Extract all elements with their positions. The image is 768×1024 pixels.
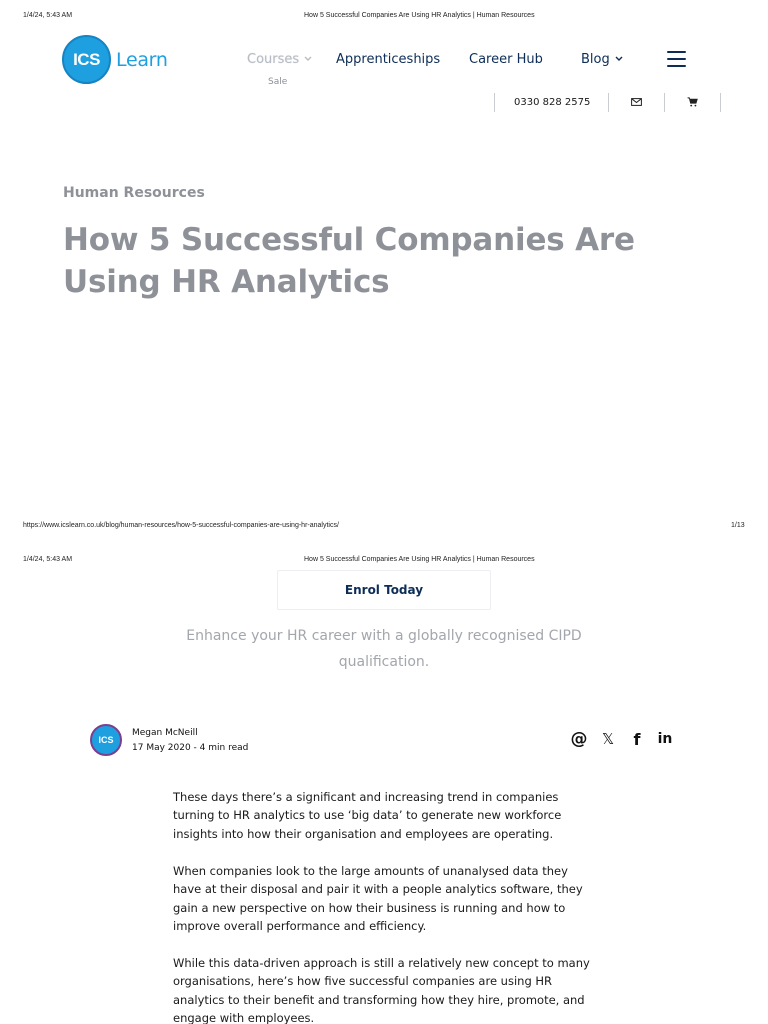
print-timestamp: 1/4/24, 5:43 AM [23,12,73,19]
logo-wordmark: Learn [116,48,168,71]
chevron-down-icon [304,55,312,65]
mail-icon[interactable] [609,98,664,106]
enrol-today-button[interactable]: Enrol Today [277,570,491,610]
ics-learn-logo[interactable] [62,35,168,84]
divider [720,93,721,112]
x-share-icon[interactable]: 𝕏 [601,730,615,748]
linkedin-share-icon[interactable]: in [657,731,673,747]
print-timestamp: 1/4/24, 5:43 AM [23,556,73,563]
nav-sale-label[interactable]: Sale [268,77,288,87]
author-name[interactable]: Megan McNeill [132,728,198,738]
cart-icon[interactable] [665,97,720,107]
avatar-text: ICS [98,735,114,745]
print-title: How 5 Successful Companies Are Using HR Analytics | Human Resources [304,556,535,563]
promo-text: Enhance your HR career with a globally recognised CIPD qualification. [186,628,582,670]
nav-courses-label: Courses [247,52,300,67]
nav-courses[interactable] [247,52,312,67]
facebook-share-icon[interactable]: f [633,729,641,749]
email-share-icon[interactable]: @ [570,729,588,749]
utility-bar [494,92,721,112]
print-title: How 5 Successful Companies Are Using HR Analytics | Human Resources [304,12,535,19]
menu-icon[interactable] [667,51,686,67]
article-paragraph: When companies look to the large amounts of unanalysed data they have at their disposal and pair it with a people analytics software, they gain a new perspective on how their business is running and how to improve overall performance and efficiency. [173,864,583,933]
publish-meta: 17 May 2020 - 4 min read [132,743,249,753]
chevron-down-icon [615,55,623,65]
article-category[interactable]: Human Resources [63,185,205,201]
nav-apprenticeships[interactable]: Apprenticeships [336,52,441,67]
nav-blog-label: Blog [581,52,610,67]
nav-career-hub[interactable]: Career Hub [469,52,543,67]
phone-number-link[interactable]: 0330 828 2575 [514,96,591,108]
logo-badge: ICS [62,35,111,84]
page-title: How 5 Successful Companies Are Using HR Analytics [63,222,635,300]
article-paragraph: These days there’s a significant and increasing trend in companies turning to HR analytics to use ‘big data’ to generate new workforce insights into how their organisation and employees are operating. [173,790,562,841]
nav-blog[interactable] [581,52,623,67]
print-page-number: 1/13 [731,522,745,529]
print-url: https://www.icslearn.co.uk/blog/human-resources/how-5-successful-companies-are-using-hr-analytics/ [23,522,339,529]
avatar [90,724,122,756]
article-paragraph: While this data-driven approach is still a relatively new concept to many organisations, here’s how five successful companies are using HR analytics to their benefit and transforming how they hire, promote, and engage with employees. [173,956,590,1024]
